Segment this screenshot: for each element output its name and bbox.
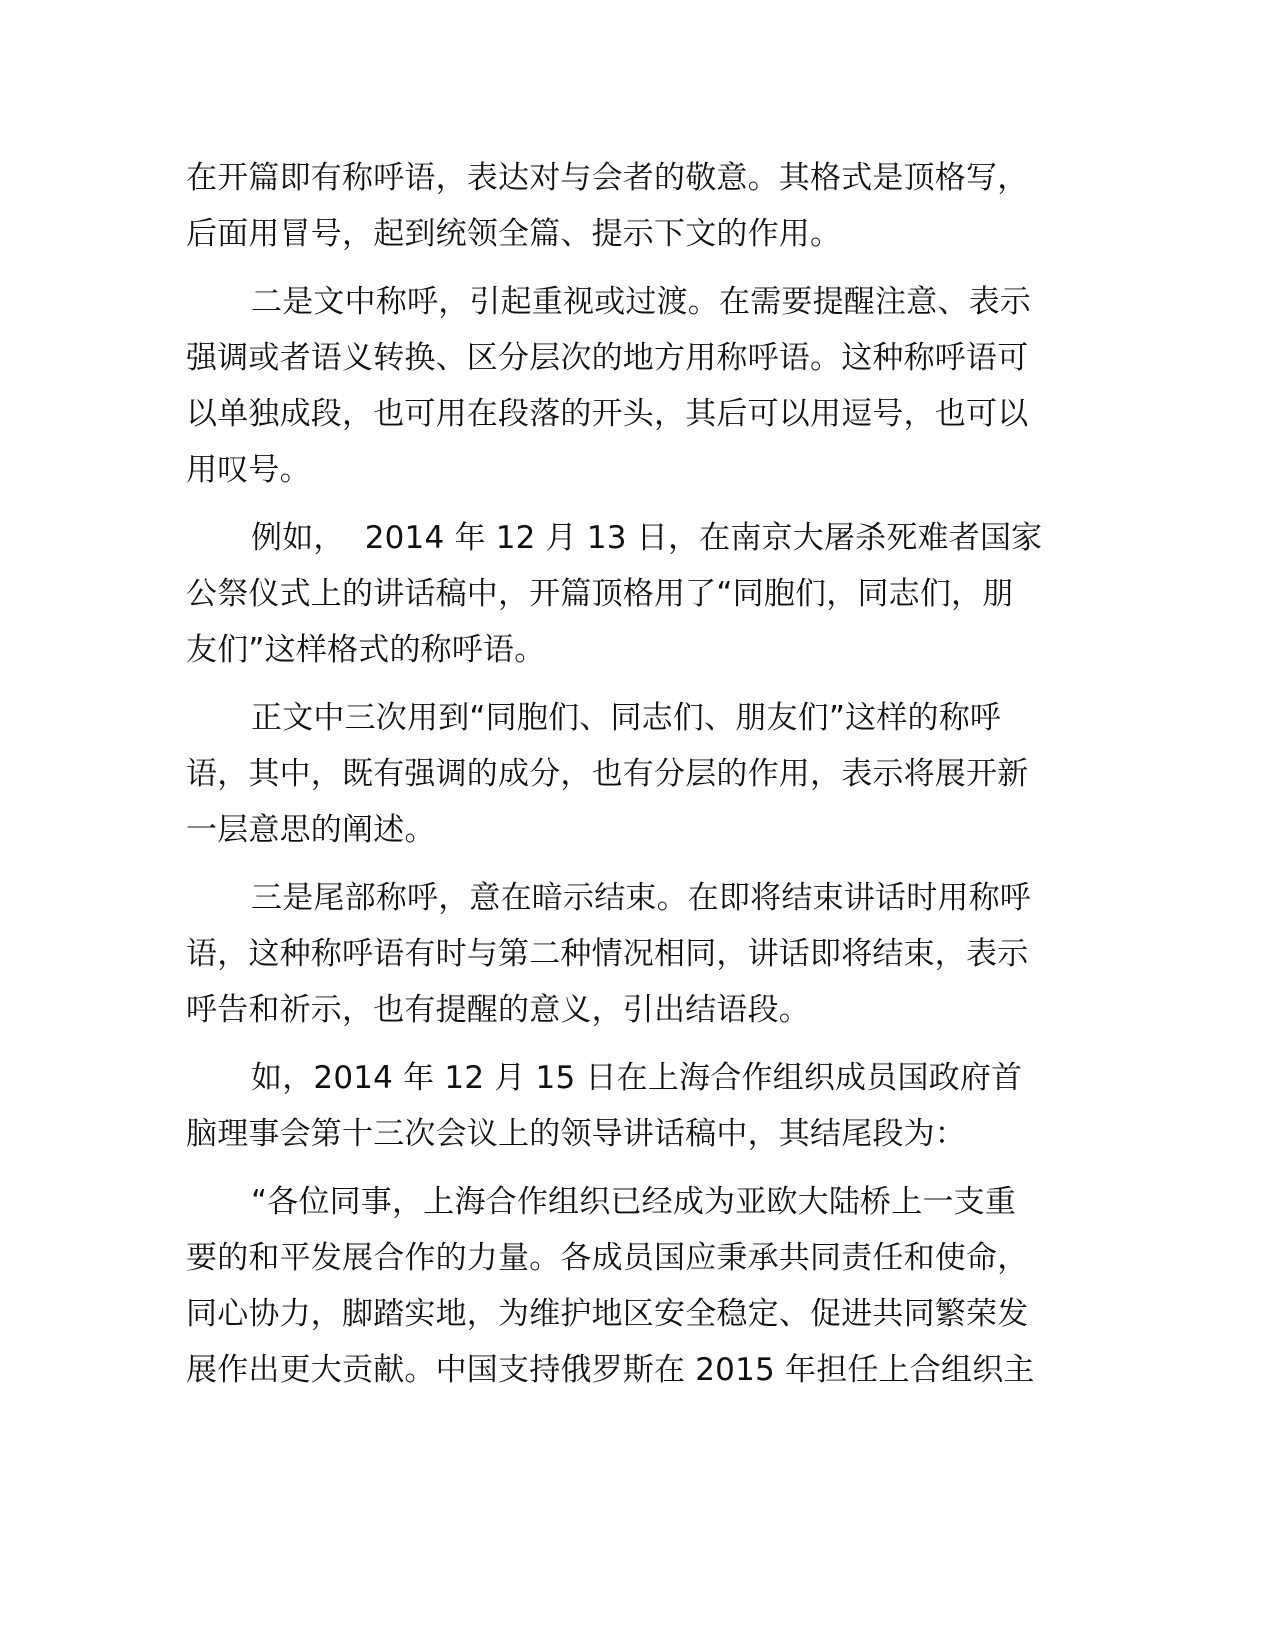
text-line: 呼告和祈示，也有提醒的意义，引出结语段。	[186, 992, 810, 1028]
text-line: 在开篇即有称呼语，表达对与会者的敬意。其格式是顶格写，	[186, 160, 1029, 196]
text-line: 语，这种称呼语有时与第二种情况相同，讲话即将结束，表示	[186, 936, 1029, 972]
text-line: 展作出更大贡献。中国支持俄罗斯在 2015 年担任上合组织主	[186, 1352, 1035, 1388]
text-line: 正文中三次用到“同胞们、同志们、朋友们”这样的称呼	[251, 700, 1002, 736]
text-line: 如，2014 年 12 月 15 日在上海合作组织成员国政府首	[251, 1060, 1023, 1096]
text-line: 同心协力，脚踏实地，为维护地区安全稳定、促进共同繁荣发	[186, 1296, 1029, 1332]
text-line: 例如， 2014 年 12 月 13 日，在南京大屠杀死难者国家	[251, 520, 1043, 556]
text-line: 后面用冒号，起到统领全篇、提示下文的作用。	[186, 216, 842, 252]
text-line: 要的和平发展合作的力量。各成员国应秉承共同责任和使命，	[186, 1240, 1029, 1276]
text-line: 三是尾部称呼，意在暗示结束。在即将结束讲话时用称呼	[251, 880, 1031, 916]
text-line: 脑理事会第十三次会议上的领导讲话稿中，其结尾段为：	[186, 1116, 966, 1152]
text-line: 友们”这样格式的称呼语。	[186, 632, 546, 668]
text-line: 强调或者语义转换、区分层次的地方用称呼语。这种称呼语可	[186, 340, 1029, 376]
text-line: 公祭仪式上的讲话稿中，开篇顶格用了“同胞们，同志们，朋	[186, 576, 1014, 612]
text-line: “各位同事，上海合作组织已经成为亚欧大陆桥上一支重	[251, 1184, 1017, 1220]
text-line: 语，其中，既有强调的成分，也有分层的作用，表示将展开新	[186, 756, 1029, 792]
text-line: 一层意思的阐述。	[186, 812, 436, 848]
text-line: 二是文中称呼，引起重视或过渡。在需要提醒注意、表示	[251, 284, 1031, 320]
text-line: 用叹号。	[186, 452, 311, 488]
text-line: 以单独成段，也可用在段落的开头，其后可以用逗号，也可以	[186, 396, 1029, 432]
